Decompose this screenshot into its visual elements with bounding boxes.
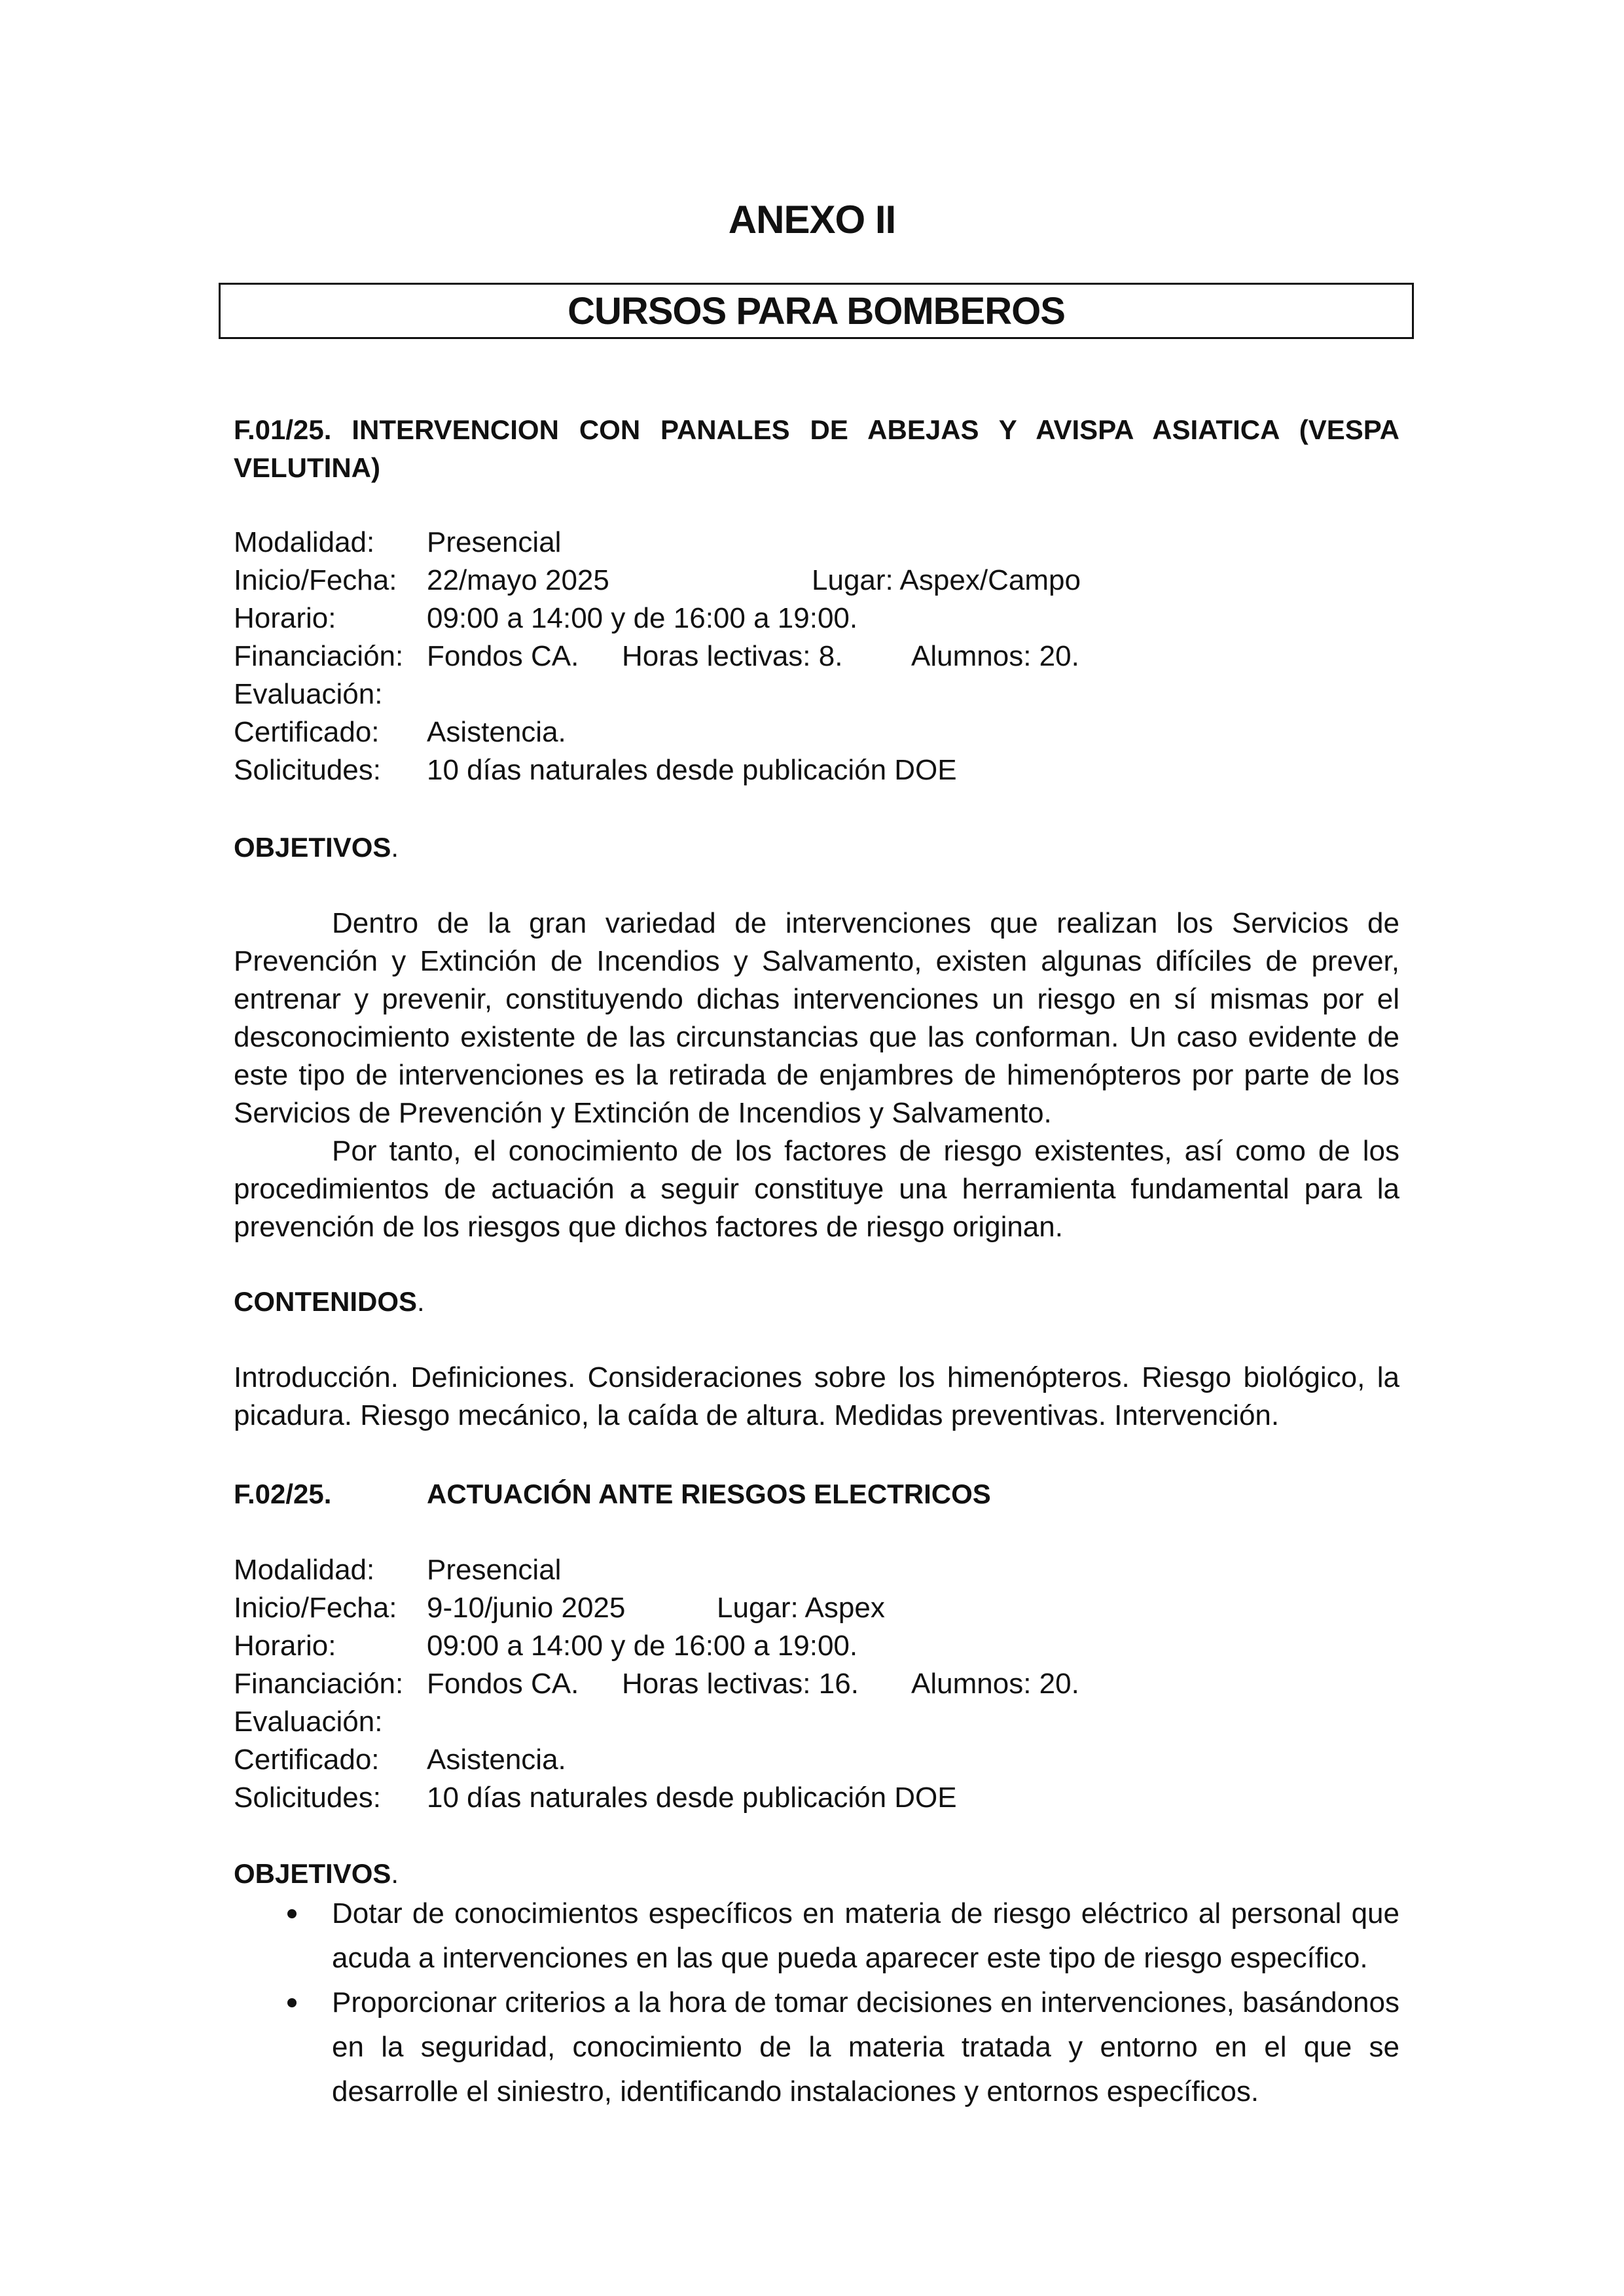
contenidos-heading-text: CONTENIDOS	[234, 1286, 418, 1317]
info-row-solicitudes	[234, 1779, 1412, 1817]
solicitudes-label: Solicitudes:	[234, 754, 382, 786]
certificado-value: Asistencia.	[427, 1744, 566, 1776]
lugar-value: Lugar: Aspex/Campo	[812, 564, 1081, 596]
evaluacion-label: Evaluación:	[234, 678, 383, 710]
bullet-icon	[287, 1909, 297, 1918]
course-1-objetivos-paragraph-1: Dentro de la gran variedad de intervenciones que realizan los Servicios de Prevención y Extinción de Incendios y Salvamento, existen algunas difíciles de prever, entrenar y prevenir, constituyendo dichas intervenciones un riesgo en sí mismas por el desconocimiento existente de las circunstancias que las conforman. Un caso evidente de este tipo de intervenciones es la retirada de enjambres de himenópteros por parte de los Servicios de Prevención y Extinción de Incendios y Salvamento.	[234, 907, 1399, 1129]
horas-value: Horas lectivas: 8.	[622, 640, 843, 672]
info-row-modalidad	[234, 1551, 1412, 1589]
solicitudes-value: 10 días naturales desde publicación DOE	[427, 1782, 957, 1814]
inicio-value: 9-10/junio 2025	[427, 1592, 626, 1624]
certificado-label: Certificado:	[234, 1744, 380, 1776]
inicio-label: Inicio/Fecha:	[234, 564, 397, 596]
financiacion-label: Financiación:	[234, 640, 404, 672]
objetivos-heading-text: OBJETIVOS	[234, 832, 391, 863]
horario-label: Horario:	[234, 602, 336, 634]
lugar-value: Lugar: Aspex	[717, 1592, 885, 1624]
section-title-box	[219, 283, 1414, 339]
course-2-objetivos-list	[234, 1892, 1399, 2114]
financiacion-value: Fondos CA.	[427, 1668, 579, 1700]
modalidad-label: Modalidad:	[234, 1554, 375, 1586]
horario-value: 09:00 a 14:00 y de 16:00 a 19:00.	[427, 602, 858, 634]
course-2-code: F.02/25.	[234, 1479, 332, 1509]
inicio-label: Inicio/Fecha:	[234, 1592, 397, 1624]
list-item	[234, 1981, 1399, 2114]
objetivos-heading-text: OBJETIVOS	[234, 1858, 391, 1889]
info-row-evaluacion	[234, 1703, 1412, 1741]
section-title: CURSOS PARA BOMBEROS	[568, 289, 1065, 332]
info-row-modalidad	[234, 524, 1412, 562]
bullet-icon	[287, 1998, 297, 2007]
annex-title: ANEXO II	[728, 198, 896, 242]
course-1-info	[234, 524, 1412, 789]
alumnos-value: Alumnos: 20.	[911, 640, 1079, 672]
modalidad-value: Presencial	[427, 1554, 562, 1586]
list-item	[234, 1892, 1399, 1981]
course-2-title	[234, 1475, 1399, 1513]
modalidad-value: Presencial	[427, 526, 562, 558]
financiacion-value: Fondos CA.	[427, 640, 579, 672]
info-row-certificado	[234, 713, 1412, 751]
certificado-value: Asistencia.	[427, 716, 566, 748]
evaluacion-label: Evaluación:	[234, 1706, 383, 1738]
horario-value: 09:00 a 14:00 y de 16:00 a 19:00.	[427, 1630, 858, 1662]
course-2-title-text: ACTUACIÓN ANTE RIESGOS ELECTRICOS	[427, 1479, 991, 1509]
solicitudes-label: Solicitudes:	[234, 1782, 382, 1814]
info-row-solicitudes	[234, 751, 1412, 789]
course-1-objetivos-paragraph-2: Por tanto, el conocimiento de los factores de riesgo existentes, así como de los procedimientos de actuación a seguir constituye una herramienta fundamental para la prevención de los riesgos que dichos factores de riesgo originan.	[234, 1135, 1399, 1243]
info-row-inicio	[234, 1589, 1412, 1627]
certificado-label: Certificado:	[234, 716, 380, 748]
course-1-title: F.01/25. INTERVENCION CON PANALES DE ABEJAS Y AVISPA ASIATICA (VESPA VELUTINA)	[234, 414, 1399, 483]
inicio-value: 22/mayo 2025	[427, 564, 609, 596]
alumnos-value: Alumnos: 20.	[911, 1668, 1079, 1700]
course-1-objetivos-heading: OBJETIVOS.	[234, 832, 399, 863]
modalidad-label: Modalidad:	[234, 526, 375, 558]
horario-label: Horario:	[234, 1630, 336, 1662]
info-row-financiacion	[234, 1665, 1412, 1703]
solicitudes-value: 10 días naturales desde publicación DOE	[427, 754, 957, 786]
course-2-objetivos-heading: OBJETIVOS.	[234, 1858, 399, 1889]
course-2-info	[234, 1551, 1412, 1817]
list-item-text: Proporcionar criterios a la hora de tomar decisiones en intervenciones, basándonos en la seguridad, conocimiento de la materia tratada y entorno en el que se desarrolle el siniestro, identificando instalaciones y entornos específicos.	[332, 1986, 1399, 2108]
horas-value: Horas lectivas: 16.	[622, 1668, 859, 1700]
info-row-horario	[234, 600, 1412, 637]
info-row-evaluacion	[234, 675, 1412, 713]
info-row-horario	[234, 1627, 1412, 1665]
course-1-contenidos-paragraph: Introducción. Definiciones. Consideraciones sobre los himenópteros. Riesgo biológico, la picadura. Riesgo mecánico, la caída de altura. Medidas preventivas. Intervención.	[234, 1361, 1399, 1431]
course-1-contenidos-heading: CONTENIDOS.	[234, 1286, 425, 1317]
financiacion-label: Financiación:	[234, 1668, 404, 1700]
list-item-text: Dotar de conocimientos específicos en materia de riesgo eléctrico al personal que acuda a intervenciones en las que pueda aparecer este tipo de riesgo específico.	[332, 1897, 1399, 1974]
info-row-inicio	[234, 562, 1412, 600]
info-row-financiacion	[234, 637, 1412, 675]
info-row-certificado	[234, 1741, 1412, 1779]
